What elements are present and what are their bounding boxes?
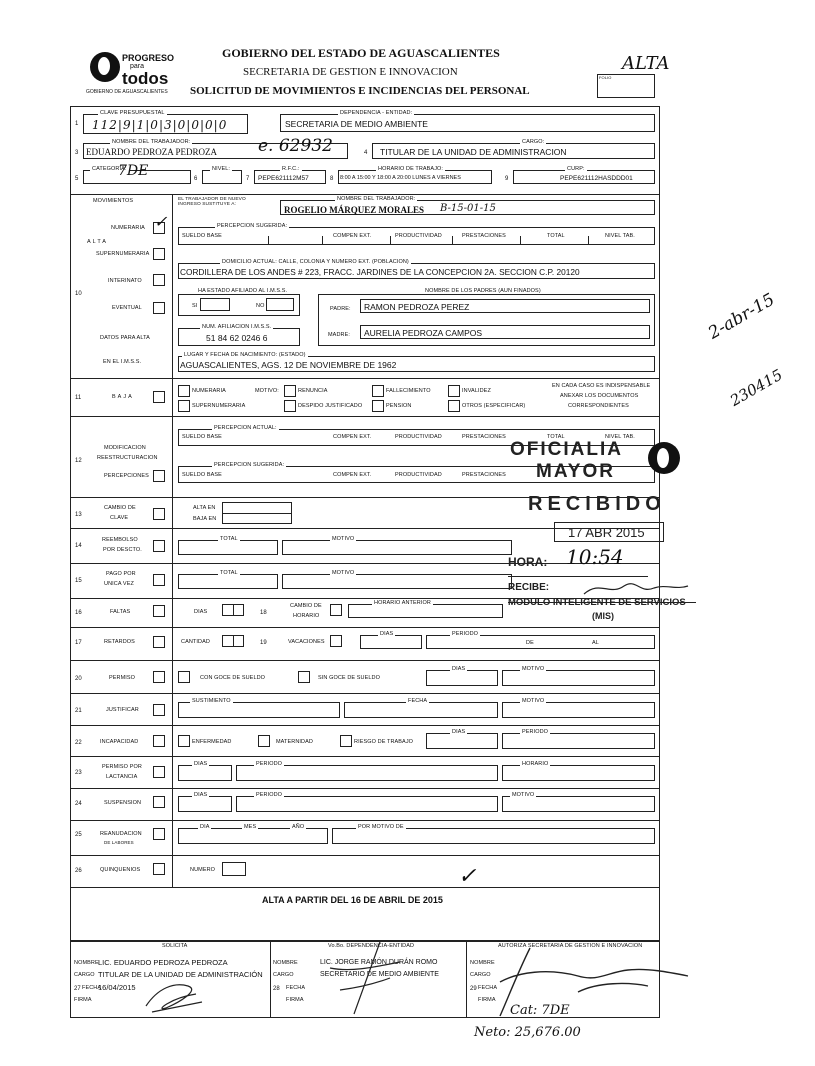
row-number: 6 bbox=[194, 176, 198, 182]
anio-label: AÑO bbox=[292, 824, 305, 830]
total-label: TOTAL bbox=[547, 233, 565, 239]
firmas-divider bbox=[270, 941, 271, 1018]
total-label: TOTAL bbox=[220, 536, 238, 542]
reembolso-checkbox[interactable] bbox=[153, 540, 165, 552]
renuncia-label: RENUNCIA bbox=[298, 388, 328, 394]
afiliado-si-box[interactable] bbox=[200, 298, 230, 311]
fallecimiento-checkbox[interactable] bbox=[372, 385, 384, 397]
check-mark-icon: ✓ bbox=[154, 212, 168, 231]
baja-super-checkbox[interactable] bbox=[178, 400, 190, 412]
pago-motivo[interactable] bbox=[282, 574, 512, 589]
nacimiento-value: AGUASCALIENTES, AGS. 12 DE NOVIEMBRE DE 1962 bbox=[180, 360, 397, 370]
reembolso-label: POR DESCTO. bbox=[103, 547, 142, 553]
incapacidad-checkbox[interactable] bbox=[153, 735, 165, 747]
eventual-checkbox[interactable] bbox=[153, 302, 165, 314]
dias-label: DIAS bbox=[452, 666, 466, 672]
nacimiento-label: LUGAR Y FECHA DE NACIMIENTO: (ESTADO) bbox=[184, 352, 306, 358]
cantidad-label: CANTIDAD bbox=[181, 639, 210, 645]
sueldo-label: SUELDO BASE bbox=[182, 472, 222, 478]
title-line3: SOLICITUD DE MOVIMIENTOS E INCIDENCIAS DEL PERSONAL bbox=[190, 85, 530, 97]
dia-label: DIA bbox=[200, 824, 210, 830]
rfc-label: R.F.C.: bbox=[282, 166, 300, 172]
enfermedad-label: ENFERMEDAD bbox=[192, 739, 232, 745]
baja-en-label: BAJA EN bbox=[193, 516, 217, 522]
stamp-recibe: RECIBE: bbox=[508, 582, 550, 593]
cambio-clave-checkbox[interactable] bbox=[153, 508, 165, 520]
nombre-trab-hand: B-15-01-15 bbox=[440, 203, 496, 214]
retardos-label: RETARDOS bbox=[104, 639, 135, 645]
quinquenios-label: QUINQUENIOS bbox=[100, 867, 141, 873]
compen-label: COMPEN EXT. bbox=[333, 434, 372, 440]
maternidad-label: MATERNIDAD bbox=[276, 739, 313, 745]
row-number: 5 bbox=[75, 176, 79, 182]
motivo-label: MOTIVO bbox=[332, 536, 355, 542]
total-label: TOTAL bbox=[547, 434, 565, 440]
alta-label: ALTA bbox=[87, 239, 108, 245]
cargo-label: CARGO bbox=[470, 972, 491, 978]
retardos-checkbox[interactable] bbox=[153, 636, 165, 648]
motivo-label: MOTIVO bbox=[522, 698, 545, 704]
periodo-label: PERIODO bbox=[256, 792, 283, 798]
enfermedad-checkbox[interactable] bbox=[178, 735, 190, 747]
logo-mid: para bbox=[130, 63, 145, 70]
eventual-label: EVENTUAL bbox=[112, 305, 142, 311]
row-number: 25 bbox=[75, 832, 82, 838]
invalidez-label: INVALIDEZ bbox=[462, 388, 491, 394]
check-mark-icon: ✓ bbox=[458, 864, 477, 889]
row-number: 11 bbox=[75, 395, 82, 401]
row-number: 10 bbox=[75, 291, 82, 297]
field-divider bbox=[233, 604, 234, 616]
supernumeraria-checkbox[interactable] bbox=[153, 248, 165, 260]
curp-label: CURP: bbox=[567, 166, 585, 172]
domicilio-value: CORDILLERA DE LOS ANDES # 223, FRACC. JARDINES DE LA CONCEPCION 2A. SECCION C.P. 20120 bbox=[180, 267, 580, 277]
row-number: 19 bbox=[260, 640, 267, 646]
solicita-fecha: 16/04/2015 bbox=[98, 983, 136, 992]
reembolso-label: REEMBOLSO bbox=[102, 537, 138, 543]
solicita-signature-icon bbox=[140, 972, 210, 1016]
pension-checkbox[interactable] bbox=[372, 400, 384, 412]
con-goce-label: CON GOCE DE SUELDO bbox=[200, 675, 266, 681]
nombre-label: NOMBRE bbox=[74, 960, 99, 966]
cambio-horario-label: CAMBIO DE bbox=[290, 603, 322, 609]
faltas-checkbox[interactable] bbox=[153, 605, 165, 617]
vacaciones-label: VACACIONES bbox=[288, 639, 325, 645]
afiliacion-label: NUM. AFILIACION I.M.S.S. bbox=[202, 324, 272, 330]
suceso-label: SUSTIMIENTO bbox=[192, 698, 231, 704]
clave-label: CLAVE PRESUPUESTAL bbox=[100, 110, 165, 116]
vacaciones-checkbox[interactable] bbox=[330, 635, 342, 647]
field-divider bbox=[222, 513, 292, 514]
reanudacion-label: REANUDACION bbox=[100, 831, 142, 837]
baja-motivo-label: MOTIVO: bbox=[255, 388, 279, 394]
logo-sub: GOBIERNO DE AGUASCALIENTES bbox=[86, 89, 168, 95]
suspension-checkbox[interactable] bbox=[153, 796, 165, 808]
permiso-label: PERMISO bbox=[109, 675, 136, 681]
left-column-divider bbox=[172, 194, 173, 887]
al-label: AL bbox=[592, 640, 599, 646]
recibido-stamp bbox=[506, 440, 696, 580]
horario-label: HORARIO bbox=[522, 761, 549, 767]
row-divider bbox=[70, 788, 660, 789]
madre-value: AURELIA PEDROZA CAMPOS bbox=[364, 328, 483, 338]
motivo-label: MOTIVO bbox=[522, 666, 545, 672]
lactancia-label: LACTANCIA bbox=[106, 774, 138, 780]
firma-label: FIRMA bbox=[74, 997, 92, 1003]
autoriza-label: AUTORIZA SECRETARIA DE GESTION E INNOVACION bbox=[498, 943, 643, 949]
reanudacion-label: DE LABORES bbox=[104, 840, 134, 845]
despido-checkbox[interactable] bbox=[284, 400, 296, 412]
row-number: 17 bbox=[75, 640, 82, 646]
margin-handwriting: 2-abr-15 bbox=[705, 289, 779, 344]
prestaciones-label: PRESTACIONES bbox=[462, 472, 506, 478]
row-divider bbox=[70, 660, 660, 661]
row-number: 3 bbox=[75, 150, 79, 156]
cargo-label: CARGO: bbox=[522, 139, 545, 145]
percep-label: PERCEPCION SUGERIDA: bbox=[217, 223, 288, 229]
madre-label: MADRE: bbox=[328, 332, 350, 338]
renuncia-checkbox[interactable] bbox=[284, 385, 296, 397]
row-divider bbox=[70, 756, 660, 757]
row-divider bbox=[70, 887, 660, 888]
folio-label: FOLIO bbox=[599, 75, 612, 80]
title-line2: SECRETARIA DE GESTION E INNOVACION bbox=[243, 66, 458, 78]
horario-value: 8:00 A 15:00 Y 18:00 A 20:00 LUNES A VIERNES bbox=[340, 175, 461, 181]
curp-value: PEPE621112HASDDD01 bbox=[560, 175, 633, 182]
row-number: 15 bbox=[75, 578, 82, 584]
dias-label: DIAS bbox=[194, 792, 208, 798]
total-label: TOTAL bbox=[220, 570, 238, 576]
sueldo-label: SUELDO BASE bbox=[182, 233, 222, 239]
trabajador-value: EDUARDO PEDROZA PEDROZA bbox=[86, 147, 218, 157]
row-number: 21 bbox=[75, 708, 82, 714]
baja-note: ANEXAR LOS DOCUMENTOS bbox=[560, 393, 639, 399]
row-number: 7 bbox=[246, 176, 250, 182]
neto-handwritten: Neto: 25,676.00 bbox=[474, 1025, 581, 1040]
row-divider bbox=[70, 855, 660, 856]
nombre-trab-label: NOMBRE DEL TRABAJADOR: bbox=[337, 196, 416, 202]
row-number: 28 bbox=[273, 986, 280, 992]
field-divider bbox=[268, 236, 269, 245]
row-number: 12 bbox=[75, 458, 82, 464]
row-number: 26 bbox=[75, 868, 82, 874]
numero-label: NUMERO bbox=[190, 867, 216, 873]
modif-label: MODIFICACION bbox=[104, 445, 146, 451]
dias-label: DIAS bbox=[194, 609, 208, 615]
despido-label: DESPIDO JUSTIFICADO bbox=[298, 403, 363, 409]
stamp-date: 17 ABR 2015 bbox=[568, 525, 645, 540]
padre-value: RAMON PEDROZA PEREZ bbox=[364, 302, 470, 312]
fecha-label: FECHA bbox=[286, 985, 306, 991]
categoria-value: 7DE bbox=[118, 163, 149, 179]
row-divider bbox=[70, 693, 660, 694]
field-divider bbox=[520, 236, 521, 245]
header bbox=[0, 0, 815, 100]
stamp-modulo: MODULO INTELIGENTE DE SERVICIOS bbox=[508, 597, 686, 608]
baja-label: BAJA bbox=[112, 394, 134, 400]
row-number: 9 bbox=[505, 176, 509, 182]
justificar-label: JUSTIFICAR bbox=[106, 707, 139, 713]
row-number: 8 bbox=[330, 176, 334, 182]
cambio-horario-checkbox[interactable] bbox=[330, 604, 342, 616]
row-number: 24 bbox=[75, 801, 82, 807]
row-divider bbox=[70, 378, 660, 379]
datos-alta-label: DATOS PARA ALTA bbox=[100, 335, 150, 341]
motivo-label: MOTIVO bbox=[512, 792, 535, 798]
baja-checkbox[interactable] bbox=[153, 391, 165, 403]
prestaciones-label: PRESTACIONES bbox=[462, 434, 506, 440]
vobo-label: Vo.Bo. DEPENDENCIA-ENTIDAD bbox=[328, 943, 415, 949]
stamp-hora-label: HORA: bbox=[508, 555, 548, 569]
observaciones-text: ALTA A PARTIR DEL 16 DE ABRIL DE 2015 bbox=[262, 895, 443, 905]
row-number: 18 bbox=[260, 610, 267, 616]
lactancia-checkbox[interactable] bbox=[153, 766, 165, 778]
row-number: 14 bbox=[75, 543, 82, 549]
baja-super-label: SUPERNUMERARIA bbox=[192, 403, 246, 409]
alta-en-label: ALTA EN bbox=[193, 505, 216, 511]
fecha-label: FECHA bbox=[408, 698, 428, 704]
invalidez-checkbox[interactable] bbox=[448, 385, 460, 397]
movimientos-label: MOVIMIENTOS bbox=[93, 198, 134, 204]
row-number: 27 bbox=[74, 986, 81, 992]
fecha-label: FECHA bbox=[82, 985, 102, 991]
periodo-label: PERIODO bbox=[452, 631, 479, 637]
row-number: 13 bbox=[75, 512, 82, 518]
baja-numeraria-checkbox[interactable] bbox=[178, 385, 190, 397]
margin-handwriting: 230415 bbox=[727, 365, 786, 410]
clave-value: 112|9|1|0|3|0|0|0|0 bbox=[92, 118, 228, 132]
suspension-label: SUSPENSION bbox=[104, 800, 142, 806]
no-label: NO bbox=[256, 303, 265, 309]
sustituto-label: EL TRABAJADOR DE NUEVO INGRESO SUSTITUYE A: bbox=[178, 197, 246, 207]
quinquenios-checkbox[interactable] bbox=[153, 863, 165, 875]
logo-top: PROGRESO bbox=[122, 53, 175, 63]
pension-label: PENSION bbox=[386, 403, 412, 409]
cargo-label: CARGO bbox=[273, 972, 294, 978]
modif-checkbox[interactable] bbox=[153, 470, 165, 482]
productividad-label: PRODUCTIVIDAD bbox=[395, 472, 442, 478]
trabajador-label: NOMBRE DEL TRABAJADOR: bbox=[112, 139, 191, 145]
cambio-horario-label: HORARIO bbox=[293, 613, 320, 619]
pago-label: PAGO POR bbox=[106, 571, 136, 577]
stamp-text: RECIBIDO bbox=[528, 493, 666, 515]
sueldo-label: SUELDO BASE bbox=[182, 434, 222, 440]
vobo-cargo: SECRETARIO DE MEDIO AMBIENTE bbox=[320, 971, 439, 978]
vobo-nombre: LIC. JORGE RAMÓN DURÁN ROMO bbox=[320, 959, 438, 966]
field-divider bbox=[390, 236, 391, 245]
logo bbox=[86, 48, 180, 98]
percep-sugerida-label: PERCEPCION SUGERIDA: bbox=[214, 462, 285, 468]
periodo-label: PERIODO bbox=[256, 761, 283, 767]
row-number: 22 bbox=[75, 740, 82, 746]
solicita-nombre: LIC. EDUARDO PEDROZA PEDROZA bbox=[98, 958, 228, 967]
row-divider bbox=[70, 820, 660, 821]
rfc-value: PEPE621112M57 bbox=[258, 175, 309, 182]
pago-checkbox[interactable] bbox=[153, 574, 165, 586]
maternidad-checkbox[interactable] bbox=[258, 735, 270, 747]
imss-label: EN EL I.M.S.S. bbox=[103, 359, 142, 365]
categoria-label: CATEGORIA: bbox=[92, 166, 127, 172]
stamp-hora-value: 10:54 bbox=[566, 545, 624, 569]
mes-label: MES bbox=[244, 824, 257, 830]
fallecimiento-label: FALLECIMIENTO bbox=[386, 388, 431, 394]
padre-label: PADRE: bbox=[330, 306, 351, 312]
nivel-tab-label: NIVEL TAB. bbox=[605, 434, 635, 440]
dependencia-value: SECRETARIA DE MEDIO AMBIENTE bbox=[285, 119, 428, 129]
motivo-label: MOTIVO bbox=[332, 570, 355, 576]
row-divider bbox=[70, 194, 660, 195]
otros-checkbox[interactable] bbox=[448, 400, 460, 412]
row-divider bbox=[70, 627, 660, 628]
cargo-label: CARGO bbox=[74, 972, 95, 978]
baja-note: CORRESPONDIENTES bbox=[568, 403, 629, 409]
sin-goce-checkbox[interactable] bbox=[298, 671, 310, 683]
faltas-label: FALTAS bbox=[110, 609, 131, 615]
row-number: 23 bbox=[75, 770, 82, 776]
stamp-text: OFICIALIA bbox=[510, 439, 623, 460]
field-divider bbox=[322, 236, 323, 245]
logo-main: todos bbox=[122, 69, 169, 88]
row-divider bbox=[70, 416, 660, 417]
numeraria-label: NUMERARIA bbox=[111, 225, 145, 231]
row-number: 20 bbox=[75, 676, 82, 682]
reembolso-motivo[interactable] bbox=[282, 540, 512, 555]
padres-label: NOMBRE DE LOS PADRES (AUN FINADOS) bbox=[425, 288, 541, 294]
si-label: SI bbox=[192, 303, 198, 309]
justificar-checkbox[interactable] bbox=[153, 704, 165, 716]
quinquenios-numero[interactable] bbox=[222, 862, 246, 876]
solicita-label: SOLICITA bbox=[162, 943, 188, 949]
stamp-text: MAYOR bbox=[536, 461, 615, 482]
pago-label: UNICA VEZ bbox=[104, 581, 134, 587]
afiliacion-value: 51 84 62 0246 6 bbox=[206, 333, 268, 343]
motivo-label: POR MOTIVO DE bbox=[358, 824, 404, 830]
sin-goce-label: SIN GOCE DE SUELDO bbox=[318, 675, 381, 681]
afiliado-no-box[interactable] bbox=[266, 298, 294, 311]
lactancia-label: PERMISO POR bbox=[102, 764, 142, 770]
solicita-cargo: TITULAR DE LA UNIDAD DE ADMINISTRACIÓN bbox=[98, 970, 263, 979]
vobo-signature-icon bbox=[320, 938, 410, 1018]
nivel-label: NIVEL: bbox=[212, 166, 231, 172]
firma-label: FIRMA bbox=[478, 997, 496, 1003]
horario-label: HORARIO DE TRABAJO: bbox=[378, 166, 444, 172]
compen-label: COMPEN EXT. bbox=[333, 472, 372, 478]
fecha-label: FECHA bbox=[478, 985, 498, 991]
percep-actual-label: PERCEPCION ACTUAL: bbox=[214, 425, 277, 431]
domicilio-label: DOMICILIO ACTUAL: CALLE, COLONIA Y NUMERO EXT. (POBLACION) bbox=[222, 259, 409, 265]
riesgo-checkbox[interactable] bbox=[340, 735, 352, 747]
field-divider bbox=[588, 236, 589, 245]
row-number: 1 bbox=[75, 121, 79, 127]
dias-label: DIAS bbox=[194, 761, 208, 767]
cambio-clave-label: CLAVE bbox=[110, 515, 129, 521]
nombre-trab-value: ROGELIO MÁRQUEZ MORALES bbox=[284, 205, 425, 215]
horario-anterior-label: HORARIO ANTERIOR bbox=[374, 600, 431, 606]
nivel-tab-label: NIVEL TAB. bbox=[605, 233, 635, 239]
prestaciones-label: PRESTACIONES bbox=[462, 233, 506, 239]
reanudacion-checkbox[interactable] bbox=[153, 828, 165, 840]
dias-label: DIAS bbox=[380, 631, 394, 637]
title-line1: GOBIERNO DEL ESTADO DE AGUASCALIENTES bbox=[222, 46, 500, 60]
row-divider bbox=[70, 725, 660, 726]
stamp-mis: (MIS) bbox=[592, 611, 614, 621]
row-number: 16 bbox=[75, 610, 82, 616]
baja-note: EN CADA CASO ES INDISPENSABLE bbox=[552, 383, 651, 389]
modif-label: REESTRUCTURACION bbox=[97, 455, 158, 461]
categoria-handwritten: Cat: 7DE bbox=[510, 1003, 570, 1018]
con-goce-checkbox[interactable] bbox=[178, 671, 190, 683]
otros-label: OTROS (ESPECIFICAR) bbox=[462, 403, 526, 409]
nombre-label: NOMBRE bbox=[470, 960, 495, 966]
field-divider bbox=[452, 236, 453, 245]
compen-label: COMPEN EXT. bbox=[333, 233, 372, 239]
dependencia-label: DEPENDENCIA - ENTIDAD: bbox=[340, 110, 413, 116]
alta-handwritten: ALTA bbox=[622, 53, 670, 74]
productividad-label: PRODUCTIVIDAD bbox=[395, 434, 442, 440]
afiliado-label: HA ESTADO AFILIADO AL I.M.S.S. bbox=[198, 288, 288, 294]
field-divider bbox=[233, 635, 234, 647]
incapacidad-label: INCAPACIDAD bbox=[100, 739, 139, 745]
interinato-checkbox[interactable] bbox=[153, 274, 165, 286]
productividad-label: PRODUCTIVIDAD bbox=[395, 233, 442, 239]
modif-label: PERCEPCIONES bbox=[104, 473, 149, 479]
permiso-checkbox[interactable] bbox=[153, 671, 165, 683]
periodo-label: PERIODO bbox=[522, 729, 549, 735]
row-number: 29 bbox=[470, 986, 477, 992]
dias-label: DIAS bbox=[452, 729, 466, 735]
cambio-clave-label: CAMBIO DE bbox=[104, 505, 136, 511]
de-label: DE bbox=[526, 640, 534, 646]
stamp-line bbox=[508, 602, 696, 603]
hand-code: e. 62932 bbox=[258, 136, 333, 156]
firmas-divider bbox=[466, 941, 467, 1018]
baja-numeraria-label: NUMERARIA bbox=[192, 388, 226, 394]
firma-label: FIRMA bbox=[286, 997, 304, 1003]
cargo-value: TITULAR DE LA UNIDAD DE ADMINISTRACION bbox=[380, 147, 567, 157]
supernumeraria-label: SUPERNUMERARIA bbox=[96, 251, 150, 257]
nombre-label: NOMBRE bbox=[273, 960, 298, 966]
riesgo-label: RIESGO DE TRABAJO bbox=[354, 739, 414, 745]
row-number: 4 bbox=[364, 150, 368, 156]
interinato-label: INTERINATO bbox=[108, 278, 142, 284]
